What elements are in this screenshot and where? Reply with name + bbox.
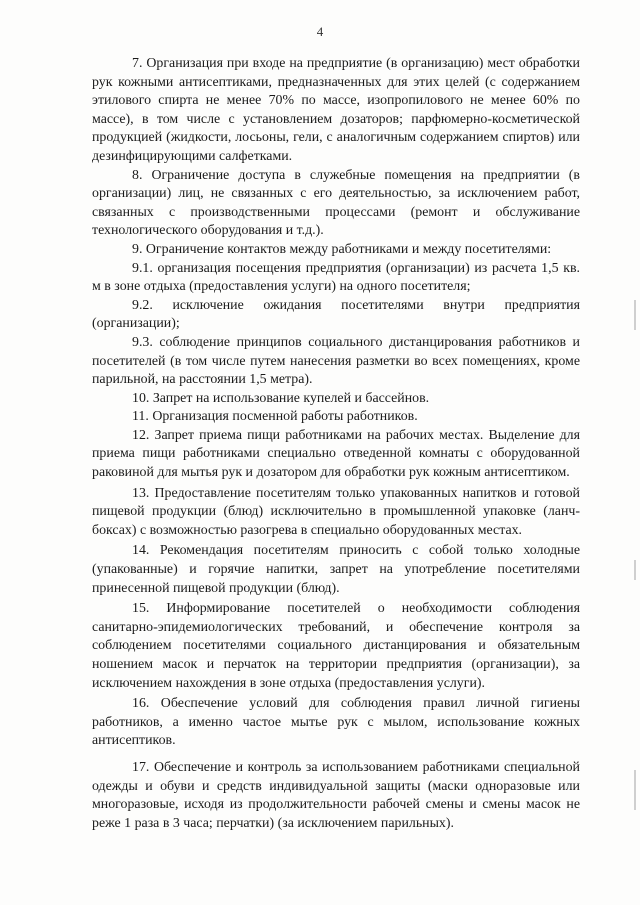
scan-artifact	[634, 770, 636, 810]
scan-artifact	[634, 560, 636, 580]
paragraph-9-2: 9.2. исключение ожидания посетителями внутри предприятия (организации);	[92, 297, 580, 332]
paragraph-13: 13. Предоставление посетителям только упакованных напитков и готовой пищевой продукции (блюд) исключительно в промышленной упаковке (ланч-боксах) с возможностью разогрева в специально оборудованных местах.	[92, 485, 580, 538]
paragraph-8: 8. Ограничение доступа в служебные помещения на предприятии (в организации) лиц, не связанных с его деятельностью, за исключением работ, связанных с производственными процессами (ремонт и обслуживание технологического оборудования и т.д.).	[92, 167, 580, 239]
document-body	[92, 55, 580, 833]
paragraph-16: 16. Обеспечение условий для соблюдения правил личной гигиены работников, а именно частое мытье рук с мылом, использование кожных антисептиков.	[92, 696, 580, 749]
paragraph-7: 7. Организация при входе на предприятие (в организацию) мест обработки рук кожными антисептиками, предназначенных для этих целей (с содержанием этилового спирта не менее 70% по массе, изопропилового не менее 60% по массе), в том числе с установлением дозаторов; парфюмерно-косметической продукцией (жидкости, лосьоны, гели, с аналогичным содержанием спиртов) или дезинфицирующими салфетками.	[92, 56, 580, 164]
paragraph-14: 14. Рекомендация посетителям приносить с собой только холодные (упакованные) и горячие напитки, запрет на употребление посетителями принесенной пищевой продукции (блюд).	[92, 543, 580, 596]
paragraph-15: 15. Информирование посетителей о необходимости соблюдения санитарно-эпидемиологических требований, и обеспечение контроля за соблюдением посетителями социального дистанцирования и обязательным ношением масок и перчаток на территории предприятия (организации), за исключением нахождения в зоне отдыха (предоставления услуги).	[92, 601, 580, 691]
page-number: 4	[316, 24, 324, 39]
paragraph-9-3: 9.3. соблюдение принципов социального дистанцирования работников и посетителей (в том числе путем нанесения разметки во всех помещениях, кроме парильной, на расстоянии 1,5 метра).	[92, 334, 580, 388]
paragraph-10: 10. Запрет на использование купелей и бассейнов.	[132, 390, 430, 406]
paragraph-9-1: 9.1. организация посещения предприятия (организации) из расчета 1,5 кв. м в зоне отдыха (предоставления услуги) на одного посетителя;	[92, 260, 580, 295]
paragraph-11: 11. Организация посменной работы работников.	[132, 409, 418, 425]
paragraph-17: 17. Обеспечение и контроль за использованием работниками специальной одежды и обуви и средств индивидуальной защиты (маски одноразовые или многоразовые, исходя из продолжительности рабочей смены и смены масок не реже 1 раза в 3 часа; перчатки) (за исключением парильных).	[92, 759, 580, 831]
scan-artifact	[634, 300, 636, 330]
paragraph-9: 9. Ограничение контактов между работниками и между посетителями:	[132, 241, 552, 257]
paragraph-12: 12. Запрет приема пищи работниками на рабочих местах. Выделение для приема пищи работниками специально отведенной комнаты с оборудованной раковиной для мытья рук и дозатором для обработки рук кожным антисептиком.	[92, 427, 580, 481]
